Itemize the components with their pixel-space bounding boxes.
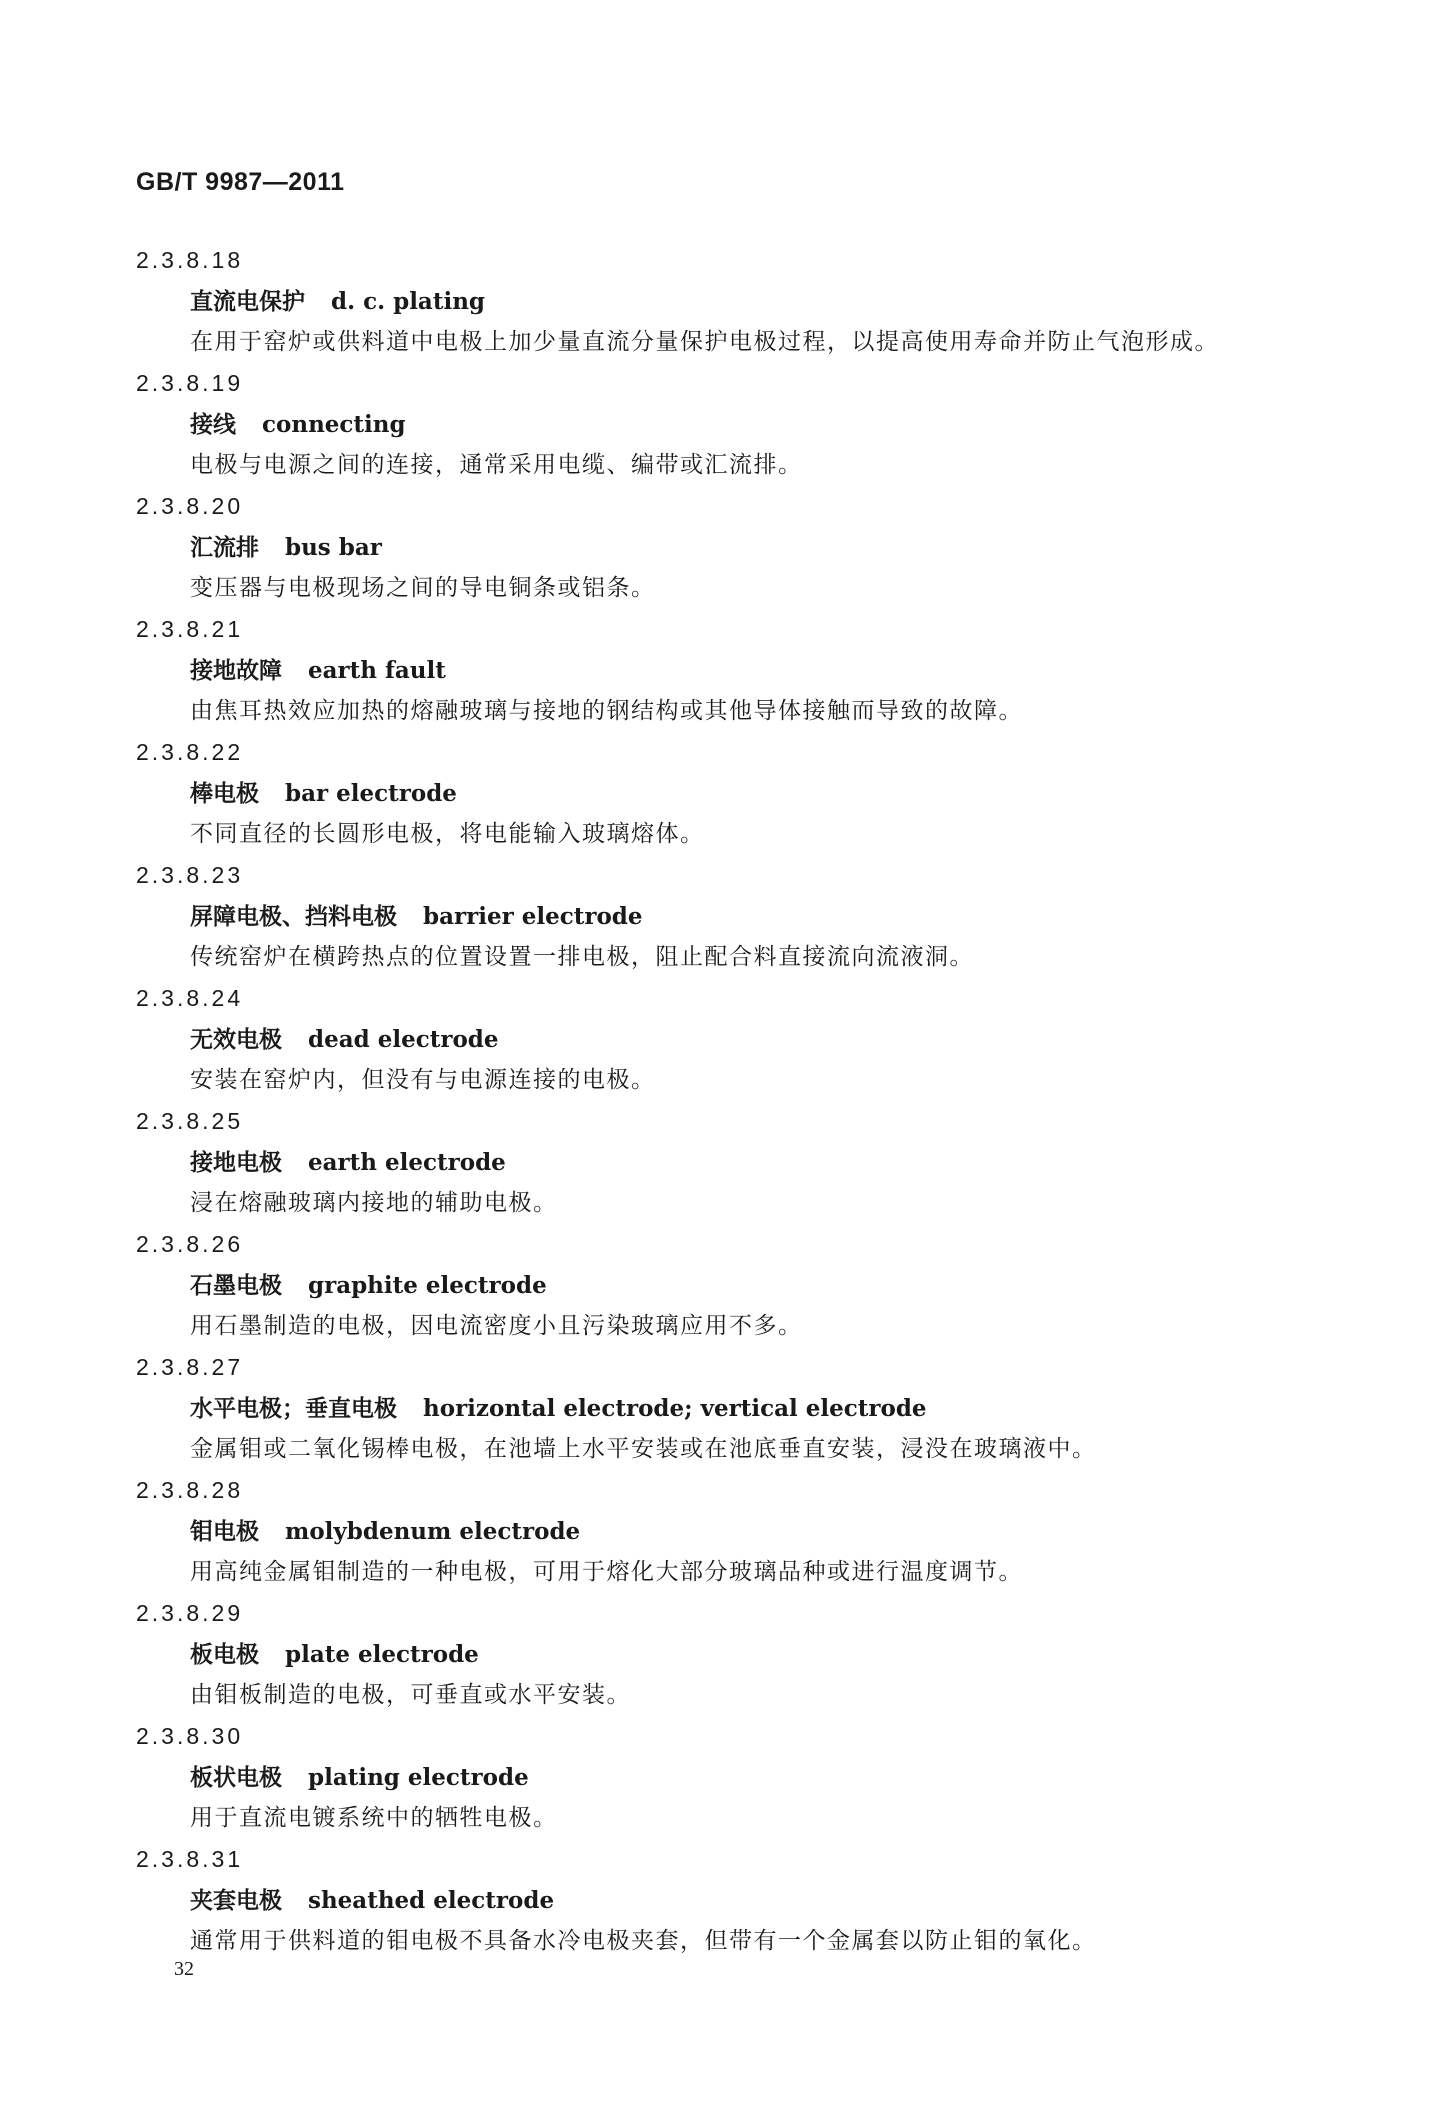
term-definition: 用高纯金属钼制造的一种电极，可用于熔化大部分玻璃品种或进行温度调节。 [190,1559,1023,1585]
term-number: 2.3.8.26 [136,1231,244,1257]
term-entry [0,1224,1438,1347]
term-definition: 金属钼或二氧化锡棒电极，在池墙上水平安装或在池底垂直安装，浸没在玻璃液中。 [190,1436,1097,1462]
term-entry [0,486,1438,609]
term-definition: 浸在熔融玻璃内接地的辅助电极。 [190,1190,558,1216]
term-number: 2.3.8.19 [136,370,244,396]
term-definition: 传统窑炉在横跨热点的位置设置一排电极，阻止配合料直接流向流液洞。 [190,944,974,970]
term-number: 2.3.8.29 [136,1600,244,1626]
term-entry [0,1101,1438,1224]
term-chinese: 接地故障 [190,657,282,684]
term-definition: 电极与电源之间的连接，通常采用电缆、编带或汇流排。 [190,452,803,478]
term-definition: 用石墨制造的电极，因电流密度小且污染玻璃应用不多。 [190,1313,803,1339]
term-chinese: 棒电极 [190,780,259,807]
term-number: 2.3.8.20 [136,493,244,519]
term-entry [0,363,1438,486]
term-chinese: 接地电极 [190,1149,282,1176]
term-heading [0,1019,1438,1060]
term-heading [0,1265,1438,1306]
term-chinese: 接线 [190,411,236,438]
term-entry [0,732,1438,855]
term-english: bar electrode [285,780,457,807]
term-chinese: 无效电极 [190,1026,282,1053]
term-english: connecting [262,411,406,438]
term-chinese: 直流电保护 [190,288,305,315]
term-english: barrier electrode [423,903,643,930]
term-number: 2.3.8.23 [136,862,244,888]
term-english: bus bar [285,534,382,561]
term-number: 2.3.8.27 [136,1354,244,1380]
term-number: 2.3.8.28 [136,1477,244,1503]
term-entry [0,1593,1438,1716]
term-heading [0,1634,1438,1675]
term-chinese: 板电极 [190,1641,259,1668]
term-number: 2.3.8.18 [136,247,244,273]
term-entry [0,609,1438,732]
term-heading [0,1511,1438,1552]
term-number: 2.3.8.24 [136,985,244,1011]
term-chinese: 石墨电极 [190,1272,282,1299]
term-heading [0,773,1438,814]
term-english: graphite electrode [308,1272,547,1299]
term-definition: 不同直径的长圆形电极，将电能输入玻璃熔体。 [190,821,705,847]
term-heading [0,1757,1438,1798]
term-entry [0,855,1438,978]
term-english: plate electrode [285,1641,479,1668]
term-english: sheathed electrode [308,1887,555,1914]
term-english: d. c. plating [331,288,486,315]
term-entry [0,1716,1438,1839]
term-entry [0,1839,1438,1962]
term-definition: 变压器与电极现场之间的导电铜条或铝条。 [190,575,656,601]
term-number: 2.3.8.30 [136,1723,244,1749]
term-definition: 由焦耳热效应加热的熔融玻璃与接地的钢结构或其他导体接触而导致的故障。 [190,698,1023,724]
term-heading [0,1388,1438,1429]
term-heading [0,896,1438,937]
term-number: 2.3.8.22 [136,739,244,765]
term-chinese: 钼电极 [190,1518,259,1545]
term-english: horizontal electrode; vertical electrode [423,1395,927,1422]
term-entry [0,978,1438,1101]
term-heading [0,650,1438,691]
term-entry [0,240,1438,363]
term-english: plating electrode [308,1764,529,1791]
term-definition: 通常用于供料道的钼电极不具备水冷电极夹套，但带有一个金属套以防止钼的氧化。 [190,1928,1097,1954]
page-number: 32 [174,1958,194,1980]
term-english: molybdenum electrode [285,1518,581,1545]
term-chinese: 水平电极；垂直电极 [190,1395,397,1422]
term-english: earth fault [308,657,446,684]
term-definition: 用于直流电镀系统中的牺牲电极。 [190,1805,558,1831]
term-number: 2.3.8.31 [136,1846,244,1872]
term-heading [0,404,1438,445]
term-number: 2.3.8.25 [136,1108,244,1134]
term-chinese: 屏障电极、挡料电极 [190,903,397,930]
term-definition: 由钼板制造的电极，可垂直或水平安装。 [190,1682,631,1708]
term-heading [0,281,1438,322]
term-entries [0,240,1438,1962]
term-chinese: 夹套电极 [190,1887,282,1914]
term-definition: 安装在窑炉内，但没有与电源连接的电极。 [190,1067,656,1093]
standard-header: GB/T 9987—2011 [136,168,345,196]
term-heading [0,1142,1438,1183]
term-chinese: 板状电极 [190,1764,282,1791]
term-english: dead electrode [308,1026,499,1053]
term-number: 2.3.8.21 [136,616,244,642]
term-definition: 在用于窑炉或供料道中电极上加少量直流分量保护电极过程，以提高使用寿命并防止气泡形成。 [190,329,1219,355]
term-entry [0,1347,1438,1470]
term-heading [0,527,1438,568]
term-entry [0,1470,1438,1593]
term-english: earth electrode [308,1149,506,1176]
term-heading [0,1880,1438,1921]
term-chinese: 汇流排 [190,534,259,561]
